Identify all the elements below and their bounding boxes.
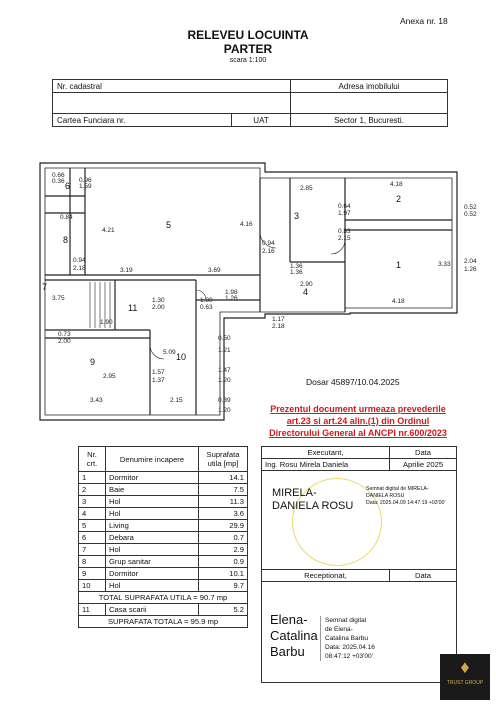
- dim-label: 2.04: [464, 258, 477, 265]
- total-area: SUPRAFATA TOTALA = 95.9 mp: [79, 616, 248, 628]
- row-area: 14.1: [199, 472, 248, 484]
- table-row: [79, 484, 248, 496]
- row-area: 10.1: [199, 568, 248, 580]
- dim-label: 1.20: [218, 407, 231, 414]
- dim-label: 1.57: [152, 369, 165, 376]
- dim-label: 0.84: [60, 214, 73, 221]
- row-area: 2.9: [199, 544, 248, 556]
- dim-label: 2.18: [73, 265, 86, 272]
- row-name: Baie: [106, 484, 199, 496]
- table-row: [79, 532, 248, 544]
- room-8-label: 8: [63, 235, 69, 245]
- row-nr: 5: [79, 520, 106, 532]
- dim-label: 0.63: [200, 304, 213, 311]
- row-name: Hol: [106, 544, 199, 556]
- dim-label: 1.21: [218, 347, 231, 354]
- dim-label: 1.30: [200, 297, 213, 304]
- row-nr: 3: [79, 496, 106, 508]
- trust-group-logo: [440, 654, 490, 700]
- dim-label: 0.83: [338, 228, 351, 235]
- sig-name-line: Catalina: [270, 628, 318, 643]
- dim-label: 0.96: [79, 177, 92, 184]
- sig-text-line: DANIELA ROSU: [366, 493, 405, 499]
- dim-label: 3.69: [208, 267, 221, 274]
- row-nr: 10: [79, 580, 106, 592]
- dim-label: 1.26: [225, 295, 238, 302]
- room-6-label: 6: [65, 181, 71, 191]
- row-area: 11.3: [199, 496, 248, 508]
- sig-text-line: Data: 2025.04.09 14:47:19 +03'00': [366, 500, 446, 506]
- row-name: Living: [106, 520, 199, 532]
- dim-label: 2.16: [262, 248, 275, 255]
- scale-label: scara 1:100: [229, 57, 267, 64]
- areas-table: [78, 446, 248, 628]
- row-nr: 4: [79, 508, 106, 520]
- dim-label: 0.73: [58, 331, 71, 338]
- annex-number: Anexa nr. 18: [400, 16, 448, 26]
- dim-label: 3.75: [52, 295, 65, 302]
- row-area: 9.7: [199, 580, 248, 592]
- sig-text-line: 08:47:12 +03'00': [325, 653, 373, 660]
- dim-label: 1.36: [290, 269, 303, 276]
- executant-date-label: Data: [390, 447, 457, 459]
- sector-label: Sector 1, Bucuresti.: [291, 114, 448, 127]
- dim-label: 0.94: [262, 240, 275, 247]
- row-name: Casa scarii: [106, 604, 199, 616]
- dosar-number: Dosar 45897/10.04.2025: [306, 377, 400, 387]
- dim-label: 5.09: [163, 349, 176, 356]
- room-1-label: 1: [396, 260, 402, 270]
- dim-label: 2.18: [272, 323, 285, 330]
- total-useful-area: TOTAL SUPRAFATA UTILA = 90.7 mp: [79, 592, 248, 604]
- dim-label: 2.15: [170, 397, 183, 404]
- dim-label: 1.26: [464, 266, 477, 273]
- dim-label: 2.85: [300, 185, 313, 192]
- row-nr: 6: [79, 532, 106, 544]
- dim-label: 2.15: [338, 235, 351, 242]
- receptionat-date-label: Data: [390, 570, 457, 582]
- legal-notice-line2: art.23 si art.24 alin.(1) din Ordinul: [286, 416, 430, 426]
- table-row: [79, 520, 248, 532]
- room-3-label: 3: [294, 211, 300, 221]
- dim-label: 1.30: [152, 297, 165, 304]
- dim-label: 1.36: [290, 263, 303, 270]
- legal-notice: [258, 403, 458, 439]
- logo-text: TRUST GROUP: [446, 680, 484, 686]
- sig-name-line: Barbu: [270, 644, 305, 659]
- row-nr: 7: [79, 544, 106, 556]
- executant-name: Ing. Rosu Mirela Daniela: [262, 459, 390, 471]
- dim-label: 1.90: [100, 319, 113, 326]
- col-nr-header: Nr. crt.: [79, 447, 106, 472]
- sig-name-line: Elena-: [270, 612, 308, 627]
- row-name: Debara: [106, 532, 199, 544]
- table-row: [79, 580, 248, 592]
- room-5-label: 5: [166, 220, 172, 230]
- legal-notice-line3: Directorului General al ANCPI nr.600/2023: [269, 428, 447, 438]
- dim-label: 2.00: [58, 338, 71, 345]
- dim-label: 0.36: [52, 178, 65, 185]
- dim-label: 1.20: [218, 377, 231, 384]
- address-label: Adresa imobilului: [291, 80, 448, 93]
- dim-label: 0.94: [73, 257, 86, 264]
- row-area: 7.5: [199, 484, 248, 496]
- receptionat-signature-name: [270, 612, 318, 660]
- receptionat-signature-text: [320, 616, 375, 661]
- dim-label: 1.47: [218, 367, 231, 374]
- row-nr: 8: [79, 556, 106, 568]
- dim-label: 1.59: [79, 183, 92, 190]
- row-name: Hol: [106, 496, 199, 508]
- dim-label: 3.43: [90, 397, 103, 404]
- dim-label: 4.21: [102, 227, 115, 234]
- land-book-label: Cartea Funciara nr.: [53, 114, 232, 127]
- dim-label: 1.37: [152, 377, 165, 384]
- page-subtitle: PARTER: [223, 42, 273, 56]
- row-nr: 2: [79, 484, 106, 496]
- executant-label: Executant,: [262, 447, 390, 459]
- room-7-label: 7: [42, 282, 48, 292]
- row-name: Dormitor: [106, 472, 199, 484]
- table-row: [79, 544, 248, 556]
- row-name: Hol: [106, 508, 199, 520]
- dim-label: 1.17: [272, 316, 285, 323]
- table-row: [79, 496, 248, 508]
- table-row: [79, 568, 248, 580]
- dim-label: 0.52: [464, 211, 477, 218]
- room-10-label: 10: [176, 352, 187, 362]
- dim-label: 4.18: [392, 298, 405, 305]
- sig-text-line: Semnat digital de MIRELA-: [366, 486, 429, 492]
- row-nr: 1: [79, 472, 106, 484]
- dim-label: 2.00: [152, 304, 165, 311]
- dim-label: 0.66: [52, 172, 65, 179]
- sig-text-line: Data: 2025.04.16: [325, 644, 375, 651]
- dim-label: 0.52: [464, 204, 477, 211]
- executant-signature-text: [366, 486, 445, 507]
- row-area: 3.6: [199, 508, 248, 520]
- row-area: 0.7: [199, 532, 248, 544]
- table-row: [79, 556, 248, 568]
- row-name: Grup sanitar: [106, 556, 199, 568]
- row-area: 5.2: [199, 604, 248, 616]
- row-area: 0.9: [199, 556, 248, 568]
- col-name-header: Denumire incapere: [106, 447, 199, 472]
- uat-label: UAT: [232, 114, 291, 127]
- dim-label: 0.64: [338, 203, 351, 210]
- dim-label: 3.33: [438, 261, 451, 268]
- dim-label: 0.50: [218, 335, 231, 342]
- table-row: [79, 472, 248, 484]
- row-area: 29.9: [199, 520, 248, 532]
- row-name: Hol: [106, 580, 199, 592]
- table-row: [79, 508, 248, 520]
- sig-text-line: Semnat digital: [325, 617, 367, 624]
- col-area-header: Suprafata utila [mp]: [199, 447, 248, 472]
- room-4-label: 4: [303, 287, 309, 297]
- dim-label: 2.95: [103, 373, 116, 380]
- page-title: RELEVEU LOCUINTA: [187, 28, 309, 42]
- sig-name-line: DANIELA ROSU: [272, 500, 354, 512]
- executant-signature-name: [272, 487, 353, 513]
- dim-label: 4.16: [240, 221, 253, 228]
- dim-label: 0.39: [218, 397, 231, 404]
- room-2-label: 2: [396, 194, 402, 204]
- executant-date: Aprilie 2025: [390, 459, 457, 471]
- handshake-icon: ♦: [460, 657, 470, 677]
- legal-notice-line1: Prezentul document urmeaza prevederile: [270, 404, 446, 414]
- room-9-label: 9: [90, 357, 96, 367]
- row-name: Dormitor: [106, 568, 199, 580]
- cadastral-label: Nr. cadastral: [53, 80, 291, 93]
- sig-name-line: MIRELA-: [272, 487, 317, 499]
- table-row: [79, 604, 248, 616]
- sig-text-line: Catalina Barbu: [325, 635, 368, 642]
- dim-label: 1.97: [338, 210, 351, 217]
- room-11-label: 11: [128, 303, 138, 313]
- sig-text-line: de Elena-: [325, 626, 353, 633]
- dim-label: 4.18: [390, 181, 403, 188]
- receptionat-label: Receptionat,: [262, 570, 390, 582]
- dim-label: 3.19: [120, 267, 133, 274]
- row-nr: 11: [79, 604, 106, 616]
- dim-label: 1.98: [225, 289, 238, 296]
- row-nr: 9: [79, 568, 106, 580]
- dim-label: 2.90: [300, 281, 313, 288]
